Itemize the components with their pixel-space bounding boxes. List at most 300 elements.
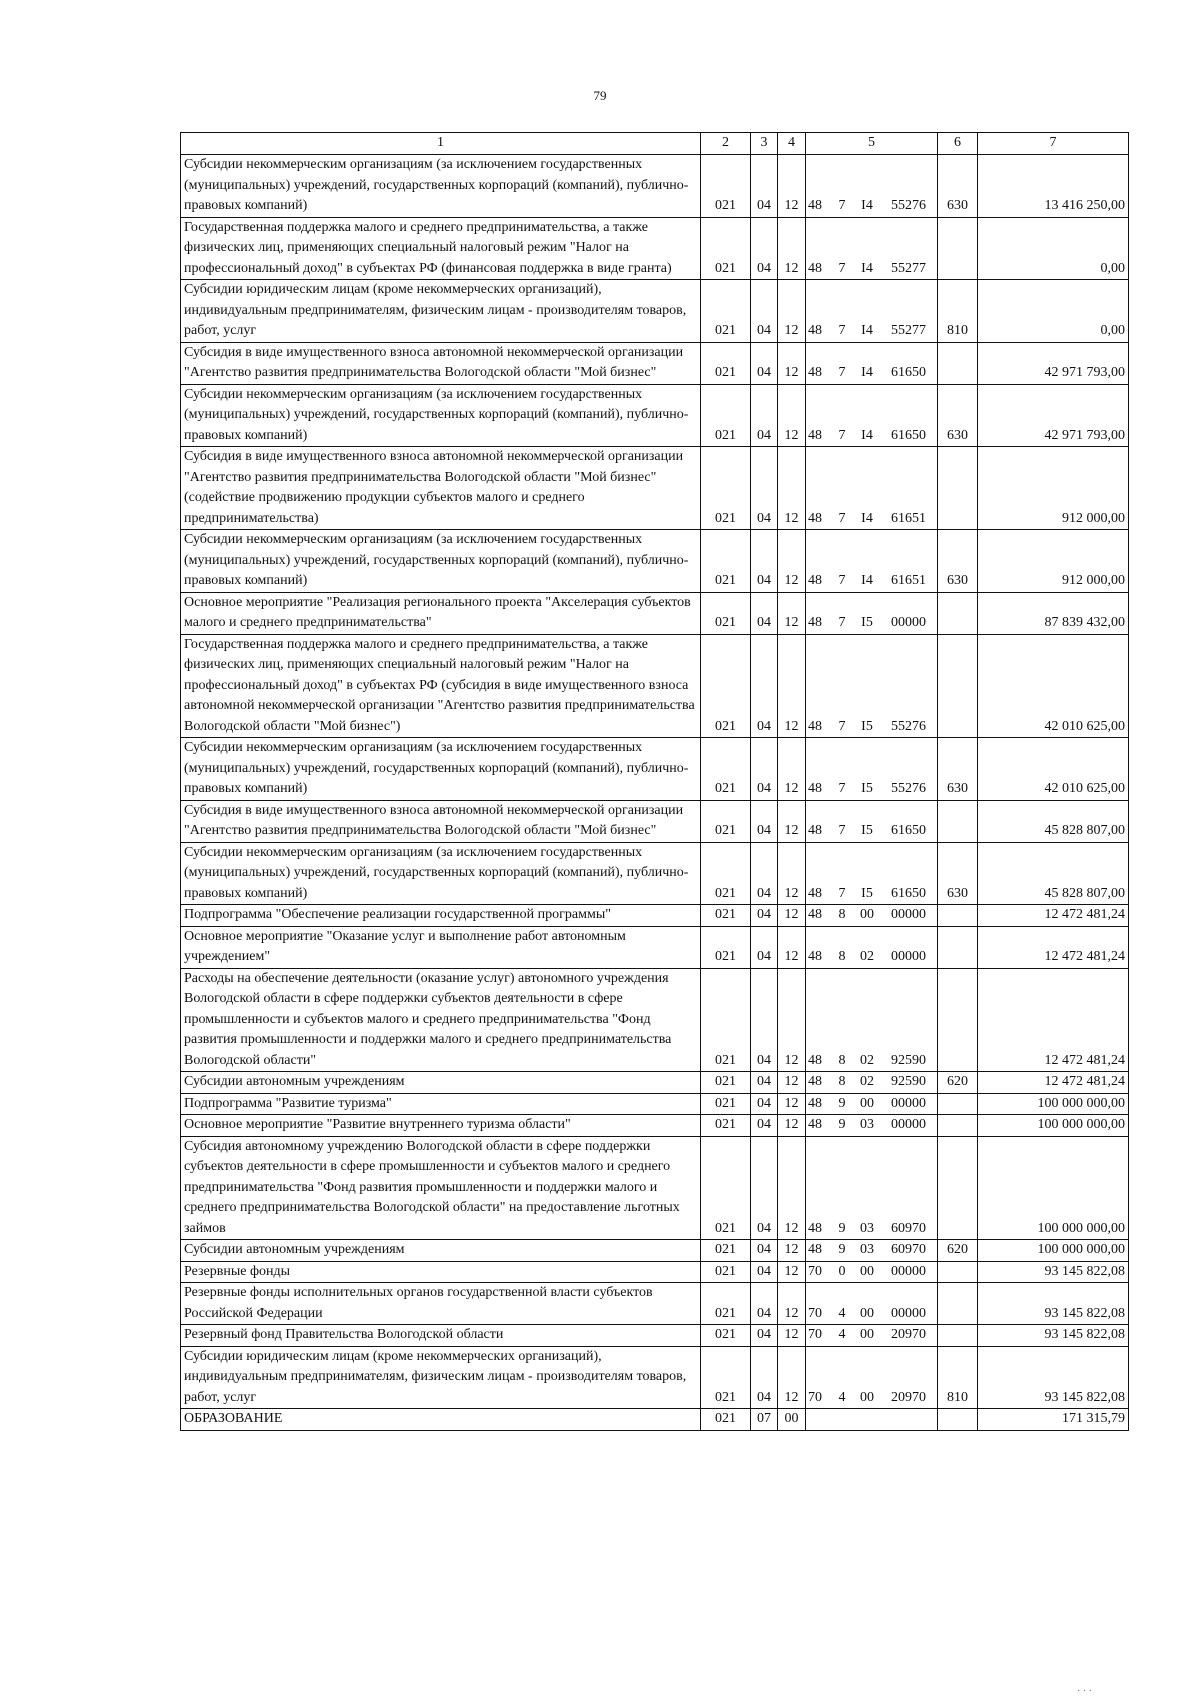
expense-name: Субсидии некоммерческим организациям (за исключением государственных (муниципальных) учреждений, государственных корпораций (компаний), публично-правовых компаний) bbox=[181, 738, 701, 801]
expense-type-code: 630 bbox=[938, 155, 978, 218]
section-code: 04 bbox=[751, 155, 778, 218]
target-article-part: 9 bbox=[838, 1117, 846, 1132]
subsection-code: 12 bbox=[778, 968, 806, 1072]
section-code: 04 bbox=[751, 1325, 778, 1347]
admin-code: 021 bbox=[701, 738, 751, 801]
target-article-part: 7 bbox=[838, 573, 846, 588]
target-article-part: 48 bbox=[808, 885, 822, 901]
admin-code: 021 bbox=[701, 280, 751, 343]
subsection-code: 12 bbox=[778, 926, 806, 968]
target-article-part: 55276 bbox=[891, 198, 926, 213]
expense-name: Субсидии некоммерческим организациям (за исключением государственных (муниципальных) учреждений, государственных корпораций (компаний), публично-правовых компаний) bbox=[181, 155, 701, 218]
expense-name: Субсидия автономному учреждению Вологодской области в сфере поддержки субъектов деятельности в сфере промышленности и субъектов малого и среднего предпринимательства "Фонд развития промышленности и поддержки малого и среднего предпринимательства Вологодской области" на предоставление льготных займов bbox=[181, 1136, 701, 1240]
table-row bbox=[181, 1283, 1129, 1325]
target-article-part: 02 bbox=[860, 1074, 874, 1089]
expense-name: Субсидии юридическим лицам (кроме некоммерческих организаций), индивидуальным предпринимателям, физическим лицам - производителям товаров, работ, услуг bbox=[181, 1346, 701, 1409]
admin-code: 021 bbox=[701, 1136, 751, 1240]
target-article-part: 00000 bbox=[891, 615, 926, 630]
page-number: 79 bbox=[593, 88, 607, 103]
amount: 42 971 793,00 bbox=[978, 342, 1129, 384]
target-article-part: 8 bbox=[838, 1052, 846, 1068]
section-code: 04 bbox=[751, 384, 778, 447]
expense-name: ОБРАЗОВАНИЕ bbox=[181, 1409, 701, 1431]
expense-name: Основное мероприятие "Реализация регионального проекта "Акселерация субъектов малого и среднего предпринимательства" bbox=[181, 592, 701, 634]
target-article-part: 70 bbox=[808, 1263, 822, 1279]
expense-type-code bbox=[938, 1409, 978, 1431]
target-article-part: 00 bbox=[860, 1327, 874, 1342]
expense-name: Субсидии некоммерческим организациям (за исключением государственных (муниципальных) учреждений, государственных корпораций (компаний), публично-правовых компаний) bbox=[181, 530, 701, 593]
target-article-part: 60970 bbox=[891, 1242, 926, 1257]
target-article-code bbox=[806, 842, 938, 905]
target-article-part: 20970 bbox=[891, 1389, 926, 1405]
table-row bbox=[181, 1346, 1129, 1409]
amount: 42 010 625,00 bbox=[978, 738, 1129, 801]
subsection-code: 12 bbox=[778, 634, 806, 738]
target-article-part: 55276 bbox=[891, 781, 926, 796]
expense-type-code bbox=[938, 447, 978, 530]
target-article-code bbox=[806, 155, 938, 218]
amount: 93 145 822,08 bbox=[978, 1346, 1129, 1409]
expense-type-code bbox=[938, 1115, 978, 1137]
section-code: 04 bbox=[751, 1346, 778, 1409]
section-code: 04 bbox=[751, 217, 778, 280]
section-code: 04 bbox=[751, 592, 778, 634]
target-article-code bbox=[806, 1261, 938, 1283]
target-article-part: 00000 bbox=[891, 949, 926, 964]
target-article-part: 00000 bbox=[891, 907, 926, 922]
column-header: 4 bbox=[778, 133, 806, 155]
budget-table bbox=[180, 132, 1129, 1431]
expense-name: Субсидии некоммерческим организациям (за исключением государственных (муниципальных) учреждений, государственных корпораций (компаний), публично-правовых компаний) bbox=[181, 842, 701, 905]
column-number-header bbox=[181, 133, 1129, 155]
expense-type-code bbox=[938, 217, 978, 280]
admin-code: 021 bbox=[701, 342, 751, 384]
target-article-part: 61651 bbox=[891, 573, 926, 588]
expense-name: Подпрограмма "Развитие туризма" bbox=[181, 1093, 701, 1115]
amount: 0,00 bbox=[978, 217, 1129, 280]
expense-name: Субсидии автономным учреждениям bbox=[181, 1072, 701, 1094]
expense-type-code bbox=[938, 592, 978, 634]
expense-name: Резервные фонды bbox=[181, 1261, 701, 1283]
section-code: 04 bbox=[751, 1240, 778, 1262]
target-article-code bbox=[806, 217, 938, 280]
subsection-code: 12 bbox=[778, 530, 806, 593]
scan-artifact: · · · bbox=[1077, 1686, 1092, 1697]
expense-name: Субсидии некоммерческим организациям (за исключением государственных (муниципальных) учреждений, государственных корпораций (компаний), публично-правовых компаний) bbox=[181, 384, 701, 447]
section-code: 04 bbox=[751, 842, 778, 905]
admin-code: 021 bbox=[701, 1409, 751, 1431]
target-article-code bbox=[806, 1072, 938, 1094]
subsection-code: 12 bbox=[778, 1072, 806, 1094]
table-row bbox=[181, 280, 1129, 343]
target-article-part: 8 bbox=[838, 907, 846, 922]
target-article-part: I5 bbox=[861, 718, 873, 734]
expense-type-code bbox=[938, 634, 978, 738]
target-article-part: 48 bbox=[808, 510, 822, 526]
amount: 12 472 481,24 bbox=[978, 905, 1129, 927]
target-article-code bbox=[806, 926, 938, 968]
subsection-code: 12 bbox=[778, 384, 806, 447]
expense-type-code bbox=[938, 800, 978, 842]
section-code: 04 bbox=[751, 1136, 778, 1240]
target-article-part: 9 bbox=[838, 1220, 846, 1236]
expense-type-code: 810 bbox=[938, 280, 978, 343]
section-code: 04 bbox=[751, 800, 778, 842]
target-article-part: 20970 bbox=[891, 1327, 926, 1342]
target-article-code bbox=[806, 342, 938, 384]
expense-type-code bbox=[938, 968, 978, 1072]
expense-type-code bbox=[938, 1136, 978, 1240]
target-article-part: 00 bbox=[860, 1095, 874, 1111]
admin-code: 021 bbox=[701, 217, 751, 280]
admin-code: 021 bbox=[701, 592, 751, 634]
target-article-part: 61650 bbox=[891, 427, 926, 443]
target-article-part: 7 bbox=[838, 823, 846, 838]
admin-code: 021 bbox=[701, 1325, 751, 1347]
amount: 12 472 481,24 bbox=[978, 926, 1129, 968]
target-article-code bbox=[806, 1283, 938, 1325]
target-article-part: 48 bbox=[808, 949, 822, 964]
expense-name: Субсидия в виде имущественного взноса автономной некоммерческой организации "Агентство развития предпринимательства Вологодской области "Мой бизнес" bbox=[181, 342, 701, 384]
subsection-code: 12 bbox=[778, 1283, 806, 1325]
admin-code: 021 bbox=[701, 800, 751, 842]
section-code: 04 bbox=[751, 738, 778, 801]
target-article-part: 4 bbox=[838, 1305, 846, 1321]
expense-type-code bbox=[938, 1325, 978, 1347]
target-article-part: 00 bbox=[860, 1305, 874, 1321]
expense-type-code: 630 bbox=[938, 842, 978, 905]
target-article-part: 7 bbox=[838, 427, 846, 443]
target-article-part: 92590 bbox=[891, 1074, 926, 1089]
table-row bbox=[181, 842, 1129, 905]
admin-code: 021 bbox=[701, 1072, 751, 1094]
target-article-part: 7 bbox=[838, 718, 846, 734]
target-article-part: 7 bbox=[838, 781, 846, 796]
admin-code: 021 bbox=[701, 447, 751, 530]
expense-name: Основное мероприятие "Развитие внутреннего туризма области" bbox=[181, 1115, 701, 1137]
section-code: 04 bbox=[751, 342, 778, 384]
target-article-part: 55277 bbox=[891, 260, 926, 276]
table-row bbox=[181, 592, 1129, 634]
section-code: 04 bbox=[751, 1115, 778, 1137]
target-article-part: 48 bbox=[808, 365, 822, 380]
subsection-code: 12 bbox=[778, 800, 806, 842]
admin-code: 021 bbox=[701, 842, 751, 905]
section-code: 04 bbox=[751, 1261, 778, 1283]
section-code: 04 bbox=[751, 447, 778, 530]
target-article-part: I5 bbox=[861, 615, 873, 630]
target-article-code bbox=[806, 800, 938, 842]
target-article-part: 7 bbox=[838, 323, 846, 338]
target-article-part: 00 bbox=[860, 1263, 874, 1279]
target-article-part: 48 bbox=[808, 1117, 822, 1132]
target-article-part: 48 bbox=[808, 1052, 822, 1068]
column-header: 2 bbox=[701, 133, 751, 155]
subsection-code: 12 bbox=[778, 155, 806, 218]
subsection-code: 12 bbox=[778, 592, 806, 634]
subsection-code: 12 bbox=[778, 342, 806, 384]
amount: 171 315,79 bbox=[978, 1409, 1129, 1431]
table-row bbox=[181, 1072, 1129, 1094]
table-row bbox=[181, 800, 1129, 842]
expense-type-code: 810 bbox=[938, 1346, 978, 1409]
target-article-code bbox=[806, 1325, 938, 1347]
target-article-part: I4 bbox=[861, 260, 873, 276]
target-article-part: 55277 bbox=[891, 323, 926, 338]
subsection-code: 12 bbox=[778, 1325, 806, 1347]
subsection-code: 12 bbox=[778, 280, 806, 343]
expense-type-code: 630 bbox=[938, 530, 978, 593]
subsection-code: 12 bbox=[778, 1240, 806, 1262]
target-article-part: 7 bbox=[838, 198, 846, 213]
table-row bbox=[181, 217, 1129, 280]
admin-code: 021 bbox=[701, 634, 751, 738]
target-article-part: 0 bbox=[838, 1263, 846, 1279]
target-article-code bbox=[806, 530, 938, 593]
target-article-part: I4 bbox=[861, 323, 873, 338]
subsection-code: 00 bbox=[778, 1409, 806, 1431]
table-row bbox=[181, 1240, 1129, 1262]
target-article-part: 70 bbox=[808, 1389, 822, 1405]
target-article-part: 48 bbox=[808, 615, 822, 630]
target-article-part: 48 bbox=[808, 427, 822, 443]
table-row bbox=[181, 1325, 1129, 1347]
expense-name: Субсидии юридическим лицам (кроме некоммерческих организаций), индивидуальным предпринимателям, физическим лицам - производителям товаров, работ, услуг bbox=[181, 280, 701, 343]
target-article-code bbox=[806, 634, 938, 738]
target-article-part: 00000 bbox=[891, 1117, 926, 1132]
target-article-part: I5 bbox=[861, 885, 873, 901]
subsection-code: 12 bbox=[778, 217, 806, 280]
target-article-part: 48 bbox=[808, 1220, 822, 1236]
expense-name: Государственная поддержка малого и среднего предпринимательства, а также физических лиц, применяющих специальный налоговый режим "Налог на профессиональный доход" в субъектах РФ (финансовая поддержка в виде гранта) bbox=[181, 217, 701, 280]
table-row bbox=[181, 1093, 1129, 1115]
target-article-part: 7 bbox=[838, 885, 846, 901]
target-article-part: 7 bbox=[838, 260, 846, 276]
subsection-code: 12 bbox=[778, 842, 806, 905]
target-article-part: 00 bbox=[860, 907, 874, 922]
expense-name: Основное мероприятие "Оказание услуг и выполнение работ автономным учреждением" bbox=[181, 926, 701, 968]
target-article-part: 8 bbox=[838, 1074, 846, 1089]
target-article-part: 02 bbox=[860, 1052, 874, 1068]
amount: 45 828 807,00 bbox=[978, 800, 1129, 842]
section-code: 04 bbox=[751, 1072, 778, 1094]
expense-type-code: 620 bbox=[938, 1240, 978, 1262]
target-article-part: 48 bbox=[808, 198, 822, 213]
section-code: 07 bbox=[751, 1409, 778, 1431]
table-row bbox=[181, 447, 1129, 530]
target-article-code bbox=[806, 1093, 938, 1115]
admin-code: 021 bbox=[701, 530, 751, 593]
target-article-part: 48 bbox=[808, 907, 822, 922]
section-code: 04 bbox=[751, 968, 778, 1072]
target-article-part: 48 bbox=[808, 823, 822, 838]
target-article-part: I5 bbox=[861, 823, 873, 838]
amount: 93 145 822,08 bbox=[978, 1325, 1129, 1347]
target-article-code bbox=[806, 1240, 938, 1262]
target-article-part: 8 bbox=[838, 949, 846, 964]
amount: 12 472 481,24 bbox=[978, 1072, 1129, 1094]
subsection-code: 12 bbox=[778, 1093, 806, 1115]
subsection-code: 12 bbox=[778, 447, 806, 530]
target-article-part: I4 bbox=[861, 573, 873, 588]
table-row bbox=[181, 1261, 1129, 1283]
target-article-part: 55276 bbox=[891, 718, 926, 734]
target-article-part: 92590 bbox=[891, 1052, 926, 1068]
expense-name: Субсидии автономным учреждениям bbox=[181, 1240, 701, 1262]
subsection-code: 12 bbox=[778, 1136, 806, 1240]
amount: 45 828 807,00 bbox=[978, 842, 1129, 905]
amount: 100 000 000,00 bbox=[978, 1136, 1129, 1240]
section-code: 04 bbox=[751, 905, 778, 927]
admin-code: 021 bbox=[701, 384, 751, 447]
target-article-code bbox=[806, 384, 938, 447]
target-article-part: 00000 bbox=[891, 1305, 926, 1321]
amount: 42 010 625,00 bbox=[978, 634, 1129, 738]
expense-type-code: 620 bbox=[938, 1072, 978, 1094]
admin-code: 021 bbox=[701, 1115, 751, 1137]
amount: 87 839 432,00 bbox=[978, 592, 1129, 634]
admin-code: 021 bbox=[701, 1261, 751, 1283]
target-article-part: 9 bbox=[838, 1095, 846, 1111]
target-article-part: 03 bbox=[860, 1117, 874, 1132]
target-article-part: I4 bbox=[861, 510, 873, 526]
table-row bbox=[181, 1115, 1129, 1137]
expense-type-code bbox=[938, 1283, 978, 1325]
section-code: 04 bbox=[751, 280, 778, 343]
target-article-part: I4 bbox=[861, 427, 873, 443]
target-article-code bbox=[806, 280, 938, 343]
target-article-part: 70 bbox=[808, 1327, 822, 1342]
target-article-part: 70 bbox=[808, 1305, 822, 1321]
expense-name: Резервные фонды исполнительных органов государственной власти субъектов Российской Федерации bbox=[181, 1283, 701, 1325]
table-row bbox=[181, 530, 1129, 593]
table-row bbox=[181, 926, 1129, 968]
admin-code: 021 bbox=[701, 1283, 751, 1325]
target-article-code bbox=[806, 1346, 938, 1409]
target-article-part: 48 bbox=[808, 1095, 822, 1111]
table-row bbox=[181, 738, 1129, 801]
target-article-code bbox=[806, 1136, 938, 1240]
amount: 912 000,00 bbox=[978, 447, 1129, 530]
expense-name: Расходы на обеспечение деятельности (оказание услуг) автономного учреждения Вологодской области в сфере поддержки субъектов деятельности в сфере промышленности и субъектов малого и среднего предпринимательства "Фонд развития промышленности и поддержки малого и среднего предпринимательства Вологодской области" bbox=[181, 968, 701, 1072]
target-article-part: 7 bbox=[838, 510, 846, 526]
target-article-code bbox=[806, 447, 938, 530]
admin-code: 021 bbox=[701, 1093, 751, 1115]
admin-code: 021 bbox=[701, 155, 751, 218]
target-article-part: 48 bbox=[808, 781, 822, 796]
expense-name: Государственная поддержка малого и среднего предпринимательства, а также физических лиц, применяющих специальный налоговый режим "Налог на профессиональный доход" в субъектах РФ (субсидия в виде имущественного взноса автономной некоммерческой организации "Агентство развития предпринимательства Вологодской области "Мой бизнес") bbox=[181, 634, 701, 738]
expense-name: Подпрограмма "Обеспечение реализации государственной программы" bbox=[181, 905, 701, 927]
table-row bbox=[181, 968, 1129, 1072]
expense-type-code bbox=[938, 926, 978, 968]
subsection-code: 12 bbox=[778, 1346, 806, 1409]
target-article-part: 61650 bbox=[891, 823, 926, 838]
amount: 93 145 822,08 bbox=[978, 1283, 1129, 1325]
section-code: 04 bbox=[751, 926, 778, 968]
target-article-part: 48 bbox=[808, 718, 822, 734]
target-article-part: 60970 bbox=[891, 1220, 926, 1236]
target-article-part: 61650 bbox=[891, 885, 926, 901]
target-article-code bbox=[806, 592, 938, 634]
target-article-part: 02 bbox=[860, 949, 874, 964]
target-article-part: 7 bbox=[838, 365, 846, 380]
table-row bbox=[181, 634, 1129, 738]
target-article-part: 48 bbox=[808, 1074, 822, 1089]
amount: 93 145 822,08 bbox=[978, 1261, 1129, 1283]
expense-type-code bbox=[938, 1261, 978, 1283]
target-article-code bbox=[806, 1115, 938, 1137]
target-article-part: 61651 bbox=[891, 510, 926, 526]
target-article-part: 00000 bbox=[891, 1095, 926, 1111]
target-article-part: 48 bbox=[808, 260, 822, 276]
column-header: 3 bbox=[751, 133, 778, 155]
target-article-part: 48 bbox=[808, 1242, 822, 1257]
amount: 0,00 bbox=[978, 280, 1129, 343]
subsection-code: 12 bbox=[778, 905, 806, 927]
section-code: 04 bbox=[751, 1283, 778, 1325]
subsection-code: 12 bbox=[778, 738, 806, 801]
target-article-code bbox=[806, 905, 938, 927]
admin-code: 021 bbox=[701, 1346, 751, 1409]
table-row bbox=[181, 384, 1129, 447]
amount: 13 416 250,00 bbox=[978, 155, 1129, 218]
expense-name: Субсидия в виде имущественного взноса автономной некоммерческой организации "Агентство развития предпринимательства Вологодской области "Мой бизнес" bbox=[181, 800, 701, 842]
table-row bbox=[181, 342, 1129, 384]
column-header: 6 bbox=[938, 133, 978, 155]
admin-code: 021 bbox=[701, 905, 751, 927]
target-article-part: 4 bbox=[838, 1389, 846, 1405]
table-row bbox=[181, 1136, 1129, 1240]
table-row bbox=[181, 155, 1129, 218]
target-article-code bbox=[806, 1409, 938, 1431]
target-article-part: 61650 bbox=[891, 365, 926, 380]
subsection-code: 12 bbox=[778, 1115, 806, 1137]
table-row bbox=[181, 1409, 1129, 1431]
admin-code: 021 bbox=[701, 968, 751, 1072]
column-header: 1 bbox=[181, 133, 701, 155]
amount: 100 000 000,00 bbox=[978, 1240, 1129, 1262]
expense-name: Резервный фонд Правительства Вологодской области bbox=[181, 1325, 701, 1347]
target-article-part: I5 bbox=[861, 781, 873, 796]
amount: 12 472 481,24 bbox=[978, 968, 1129, 1072]
target-article-part: I4 bbox=[861, 198, 873, 213]
subsection-code: 12 bbox=[778, 1261, 806, 1283]
expense-type-code bbox=[938, 1093, 978, 1115]
target-article-code bbox=[806, 968, 938, 1072]
target-article-part: 00 bbox=[860, 1389, 874, 1405]
section-code: 04 bbox=[751, 530, 778, 593]
target-article-part: 48 bbox=[808, 573, 822, 588]
expense-type-code bbox=[938, 905, 978, 927]
target-article-part: 48 bbox=[808, 323, 822, 338]
expense-name: Субсидия в виде имущественного взноса автономной некоммерческой организации "Агентство развития предпринимательства Вологодской области "Мой бизнес" (содействие продвижению продукции субъектов малого и среднего предпринимательства) bbox=[181, 447, 701, 530]
amount: 912 000,00 bbox=[978, 530, 1129, 593]
column-header: 5 bbox=[806, 133, 938, 155]
target-article-part: 03 bbox=[860, 1220, 874, 1236]
expense-type-code: 630 bbox=[938, 384, 978, 447]
section-code: 04 bbox=[751, 1093, 778, 1115]
target-article-part: I4 bbox=[861, 365, 873, 380]
target-article-part: 00000 bbox=[891, 1263, 926, 1279]
amount: 100 000 000,00 bbox=[978, 1093, 1129, 1115]
section-code: 04 bbox=[751, 634, 778, 738]
target-article-part: 4 bbox=[838, 1327, 846, 1342]
target-article-code bbox=[806, 738, 938, 801]
target-article-part: 7 bbox=[838, 615, 846, 630]
amount: 42 971 793,00 bbox=[978, 384, 1129, 447]
amount: 100 000 000,00 bbox=[978, 1115, 1129, 1137]
admin-code: 021 bbox=[701, 926, 751, 968]
